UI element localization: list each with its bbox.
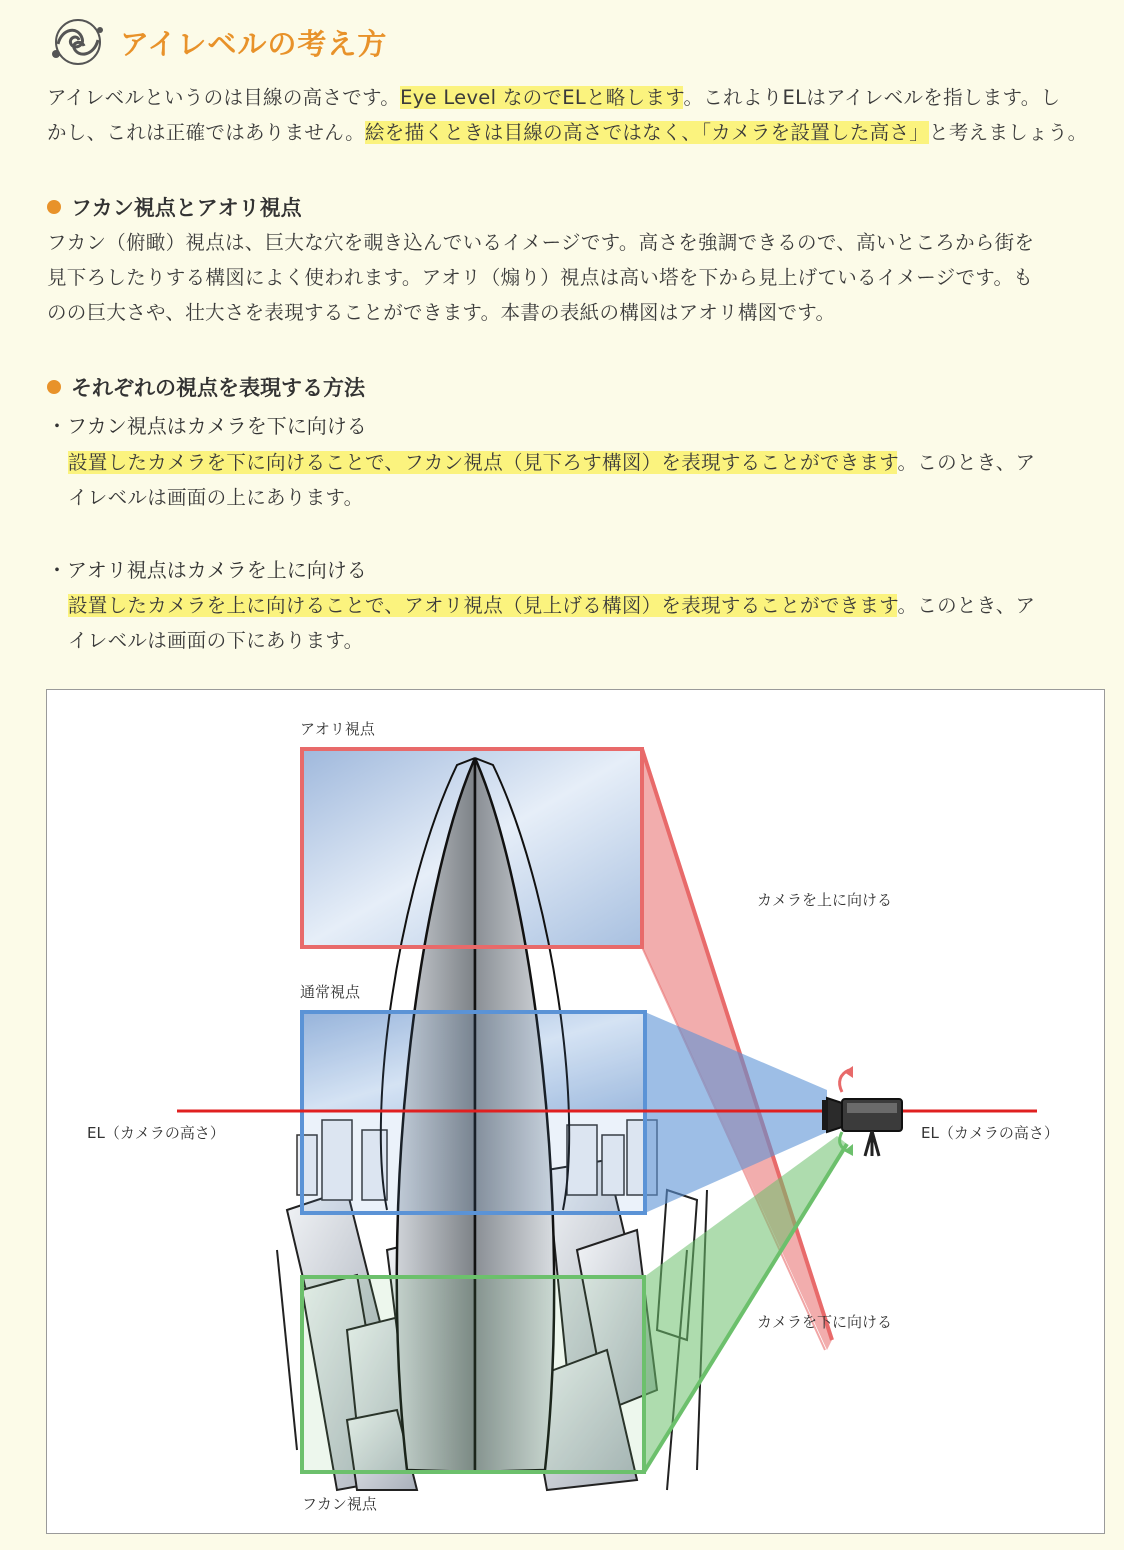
intro-highlight: 絵を描くときは目線の高さではなく、「カメラを設置した高さ」 — [364, 121, 930, 144]
body-line: フカン（俯瞰）視点は、巨大な穴を覗き込んでいるイメージです。高さを強調できるので、高いところから街を — [47, 231, 1035, 254]
intro-text: アイレベルというのは目線の高さです。 — [47, 86, 401, 109]
section-heading-text: それぞれの視点を表現する方法 — [71, 376, 365, 400]
body-line: のの巨大さや、壮大さを表現することができます。本書の表紙の構図はアオリ構図です。 — [47, 301, 836, 324]
section-heading — [47, 192, 302, 222]
label-fukan: フカン視点 — [302, 1495, 377, 1513]
label-camera-up: カメラを上に向ける — [757, 891, 893, 909]
orange-bullet-icon — [47, 380, 61, 394]
eye-level-diagram — [46, 689, 1105, 1534]
body-highlight: 設置したカメラを下に向けることで、フカン視点（見下ろす構図）を表現することができます — [68, 451, 898, 474]
bullet-item-body — [68, 588, 1110, 658]
label-aori: アオリ視点 — [300, 720, 375, 738]
orange-bullet-icon — [47, 200, 61, 214]
body-highlight: 設置したカメラを上に向けることで、アオリ視点（見上げる構図）を表現することができます — [68, 594, 898, 617]
intro-highlight: Eye Level なのでELと略します — [400, 86, 684, 109]
fukan-frame — [302, 1277, 644, 1472]
label-el-right: EL（カメラの高さ） — [921, 1124, 1059, 1142]
intro-text: かし、これは正確ではありません。 — [47, 121, 365, 144]
page-title: アイレベルの考え方 — [120, 26, 388, 61]
body-line: 見下ろしたりする構図によく使われます。アオリ（煽り）視点は高い塔を下から見上げているイメージです。も — [47, 266, 1034, 289]
body-text: 。このとき、ア — [897, 594, 1036, 617]
bullet-item-title: ・アオリ視点はカメラを上に向ける — [47, 558, 367, 582]
bullet-item-body — [68, 445, 1110, 515]
diagram-canvas — [47, 690, 1106, 1535]
section1-paragraph — [47, 225, 1109, 330]
body-line: イレベルは画面の下にあります。 — [68, 629, 364, 652]
intro-text: 。これよりELはアイレベルを指します。し — [683, 86, 1061, 109]
section-heading-text: フカン視点とアオリ視点 — [71, 196, 302, 220]
body-line: イレベルは画面の上にあります。 — [68, 486, 364, 509]
label-camera-down: カメラを下に向ける — [757, 1313, 893, 1331]
body-text: 。このとき、ア — [897, 451, 1036, 474]
label-el-left: EL（カメラの高さ） — [87, 1124, 225, 1142]
label-normal: 通常視点 — [300, 983, 361, 1001]
section-heading — [47, 372, 365, 402]
swirl-ornament-icon — [44, 14, 112, 70]
intro-text: と考えましょう。 — [929, 121, 1088, 144]
bullet-item-title: ・フカン視点はカメラを下に向ける — [47, 414, 367, 438]
title-row — [44, 14, 387, 70]
intro-paragraph — [47, 80, 1109, 150]
